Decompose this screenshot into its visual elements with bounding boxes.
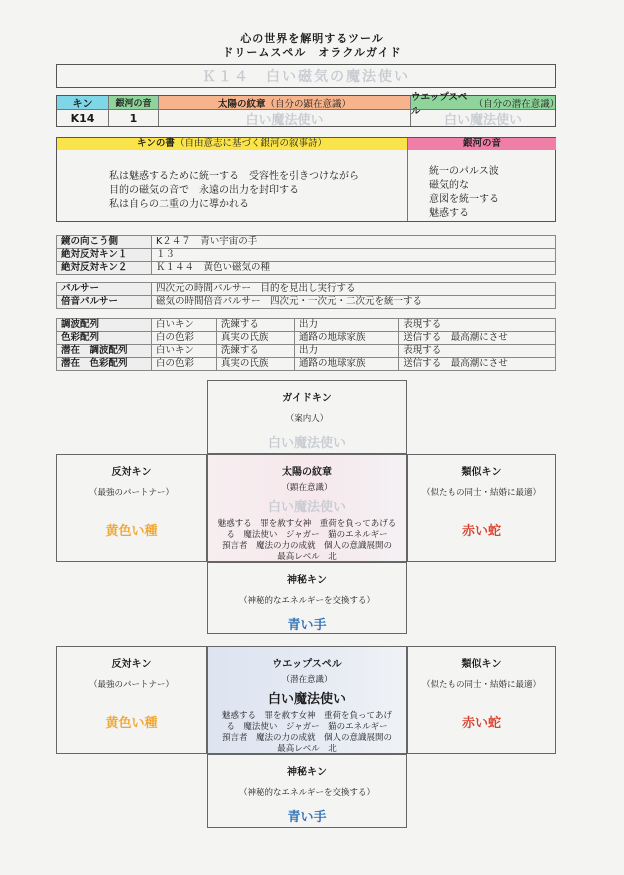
guide-kin-value: 白い魔法使い (267, 436, 346, 451)
solar-seal-title: 太陽の紋章 (282, 467, 332, 478)
table-row (57, 358, 556, 371)
tone-book-line: 意図を統一する (429, 194, 499, 205)
tone-book-text (429, 165, 499, 221)
relation-value: K２４７ 青い宇宙の手 (152, 236, 556, 249)
seal-value: 白い魔法使い (159, 110, 411, 126)
pulsar-table (56, 282, 556, 309)
pulsar-value: 四次元の時間パルサー 目的を見出し実行する (152, 283, 556, 296)
family-v1: 白の色彩 (152, 358, 217, 371)
guide-kin-sub: （案内人） (285, 414, 329, 424)
tone-book-line: 統一のパルス波 (429, 166, 499, 177)
wave-analog-sub: （似たもの同士・結婚に最適） (421, 680, 541, 690)
wave-occult-kin-card (207, 754, 407, 828)
wavespell-value: 白い魔法使い (267, 692, 346, 707)
kin-book-line: 私は自らの二重の力に導かれる (109, 199, 249, 210)
doc-title-line1: 心の世界を解明するツール (240, 32, 384, 45)
tone-book-line: 磁気的な (429, 180, 469, 191)
pulsar-value: 磁気の時間倍音パルサー 四次元・一次元・二次元を統一する (152, 296, 556, 309)
family-v2: 洗練する (216, 345, 294, 358)
pulsar-label: パルサー (57, 283, 152, 296)
wave-header (411, 91, 560, 117)
kin-book-title-note: （自由意志に基づく銀河の叙事詩） (174, 138, 327, 149)
analog-kin-value: 赤い蛇 (461, 524, 501, 539)
tone-number: 1 (109, 110, 159, 126)
family-v1: 白いキン (152, 319, 217, 332)
antipode-kin-title: 反対キン (111, 467, 152, 478)
keyword-line: 預言者 魔法の力の成就 個人の意識展開の (221, 541, 392, 551)
guide-kin-title: ガイドキン (282, 393, 332, 404)
relation-label: 絶対反対キン１ (57, 249, 152, 262)
family-v2: 真実の氏族 (216, 358, 294, 371)
relation-value: Ｋ１４４ 黄色い磁気の種 (152, 262, 556, 275)
occult-kin-sub: （神秘的なエネルギーを交換する） (238, 596, 375, 606)
family-v4: 表現する (399, 319, 556, 332)
kin-book-line: 目的の磁気の音で 永遠の出力を封印する (109, 185, 299, 196)
relation-value: １３ (152, 249, 556, 262)
seal-header-label: 太陽の紋章 (217, 98, 266, 110)
keyword-line: 魅惑する 罪を赦す女神 重荷を負ってあげる (217, 519, 397, 529)
wave-antipode-title: 反対キン (111, 659, 152, 670)
family-v4: 送信する 最高潮にさせ (399, 358, 556, 371)
keyword-line: る 魔法使い ジャガー 猫のエネルギー (226, 530, 388, 540)
wave-value: 白い魔法使い (443, 112, 522, 128)
kin-book-box (56, 137, 556, 222)
wave-antipode-value: 黄色い種 (105, 716, 158, 731)
wave-analog-kin-card (407, 646, 556, 754)
seal-header (159, 96, 411, 109)
keyword-line: 魅惑する 罪を赦す女神 重荷を負ってあげ (221, 711, 392, 721)
solar-seal-value: 白い魔法使い (267, 500, 346, 515)
table-row (57, 345, 556, 358)
family-label: 潜在 調波配列 (57, 345, 152, 358)
keyword-line: る 魔法使い ジャガー 猫のエネルギー (226, 722, 388, 732)
wavespell-sub: （潜在意識） (281, 675, 333, 685)
doc-title-line2: ドリームスペル オラクルガイド (222, 46, 402, 59)
solar-seal-keywords (208, 519, 406, 563)
wave-occult-sub: （神秘的なエネルギーを交換する） (238, 788, 375, 798)
family-v4: 送信する 最高潮にさせ (399, 332, 556, 345)
wavespell-card (207, 646, 407, 754)
antipode-kin-card (56, 454, 207, 562)
wave-occult-title: 神秘キン (287, 767, 327, 778)
table-row (57, 236, 556, 249)
seal-header-note: （自分の顕在意識） (265, 98, 352, 110)
family-v2: 真実の氏族 (216, 332, 294, 345)
solar-seal-sub: （顕在意識） (281, 483, 333, 493)
table-row (57, 249, 556, 262)
kin-book-text (109, 170, 359, 212)
guide-kin-card (207, 380, 407, 454)
keyword-line: 最高レベル 北 (277, 552, 337, 562)
pulsar-label: 倍音パルサー (57, 296, 152, 309)
keyword-line: 最高レベル 北 (277, 744, 337, 754)
tone-book-line: 魅惑する (429, 208, 469, 219)
kin-header: キン (57, 96, 109, 109)
table-row (57, 262, 556, 275)
tone-header: 銀河の音 (109, 96, 159, 109)
wavespell-title: ウエップスペル (272, 659, 342, 670)
keyword-line: 預言者 魔法の力の成就 個人の意識展開の (221, 733, 392, 743)
occult-kin-card (207, 562, 407, 634)
wave-analog-value: 赤い蛇 (461, 716, 501, 731)
family-v3: 通路の地球家族 (294, 332, 398, 345)
kin-summary-table (56, 91, 560, 128)
kin-title-box (56, 64, 556, 88)
analog-kin-card (407, 454, 556, 562)
wavespell-keywords (208, 711, 406, 755)
kin-title: Ｋ１４ 白い磁気の魔法使い (202, 69, 410, 85)
family-v3: 出力 (294, 319, 398, 332)
family-label: 色彩配列 (57, 332, 152, 345)
wave-occult-value: 青い手 (287, 810, 327, 825)
wave-header-note: （自分の潜在意識） (473, 98, 560, 110)
relation-label: 絶対反対キン２ (57, 262, 152, 275)
table-row (57, 319, 556, 332)
tone-book-header: 銀河の音 (407, 138, 556, 150)
wave-analog-title: 類似キン (461, 659, 502, 670)
family-label: 調波配列 (57, 319, 152, 332)
kin-book-title: キンの書 (137, 138, 175, 149)
solar-seal-card (207, 454, 407, 562)
analog-kin-title: 類似キン (461, 467, 502, 478)
kin-number: K14 (57, 110, 109, 126)
family-v1: 白いキン (152, 345, 217, 358)
occult-kin-value: 青い手 (287, 618, 327, 633)
antipode-kin-sub: （最強のパートナー） (88, 488, 174, 498)
wave-antipode-sub: （最強のパートナー） (88, 680, 174, 690)
family-label: 潜在 色彩配列 (57, 358, 152, 371)
wave-header-label: ウエップスペル (411, 91, 468, 117)
table-row (57, 283, 556, 296)
family-v3: 出力 (294, 345, 398, 358)
kin-book-line: 私は魅惑するために統一する 受容性を引きつけながら (109, 171, 359, 182)
table-row (57, 296, 556, 309)
family-v1: 白の色彩 (152, 332, 217, 345)
wave-antipode-kin-card (56, 646, 207, 754)
family-v3: 通路の地球家族 (294, 358, 398, 371)
family-v2: 洗練する (216, 319, 294, 332)
antipode-kin-value: 黄色い種 (105, 524, 158, 539)
kin-book-header (57, 138, 407, 150)
table-row (57, 332, 556, 345)
analog-kin-sub: （似たもの同士・結婚に最適） (421, 488, 541, 498)
relation-label: 鏡の向こう側 (57, 236, 152, 249)
families-table (56, 318, 556, 371)
occult-kin-title: 神秘キン (287, 575, 327, 586)
relations-table (56, 235, 556, 275)
family-v4: 表現する (399, 345, 556, 358)
